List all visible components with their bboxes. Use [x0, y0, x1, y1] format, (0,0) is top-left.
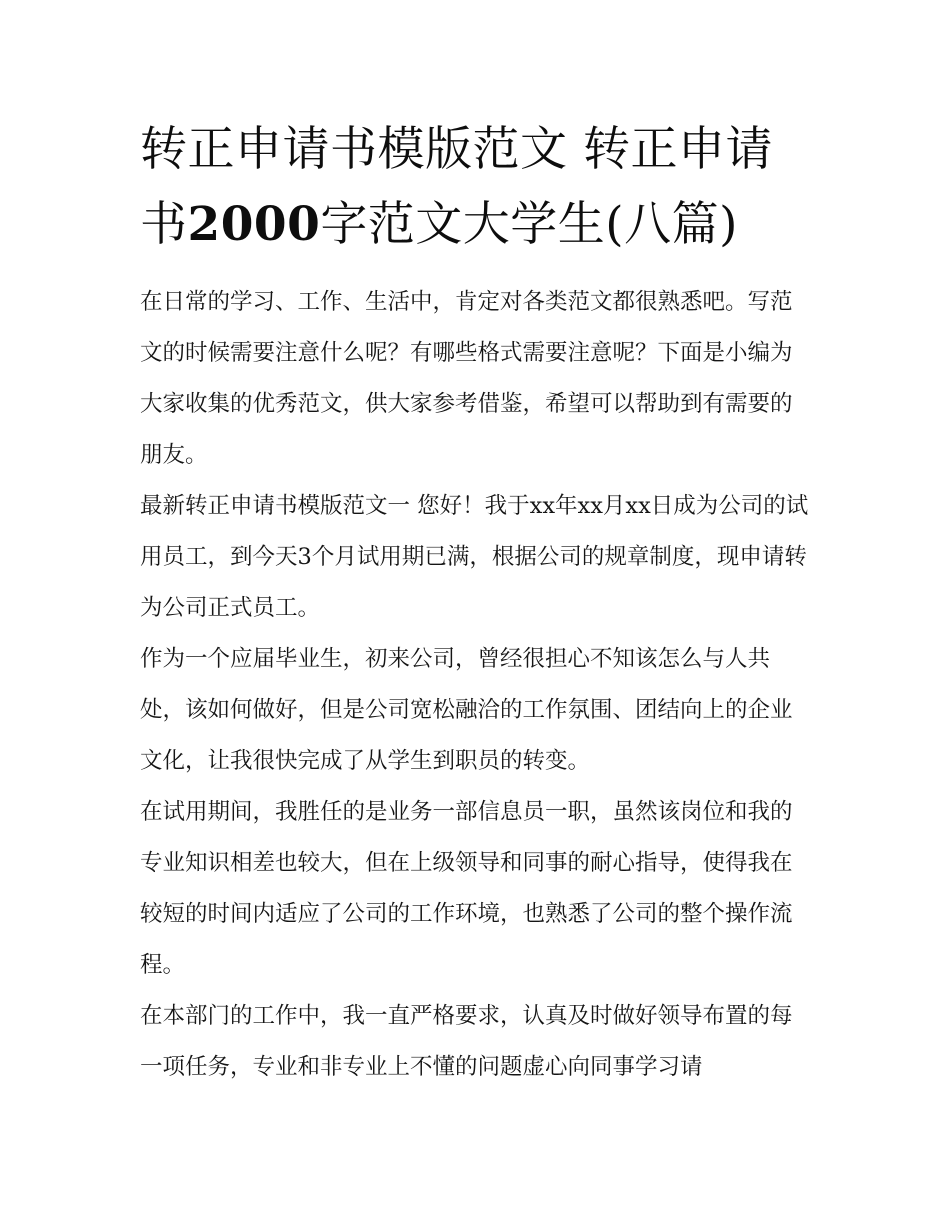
title-number: 2000: [187, 197, 321, 252]
document-body: [140, 112, 812, 1093]
paragraph-probation-role: 在试用期间，我胜任的是业务一部信息员一职，虽然该岗位和我的专业知识相差也较大，但在上级领导和同事的耐心指导，使得我在较短的时间内适应了公司的工作环境，也熟悉了公司的整个操作流程。: [140, 799, 793, 978]
title-text-part1: 转正申请书模版范文 转正申请书: [140, 122, 773, 252]
document-title: [140, 112, 812, 262]
paragraph-adaptation: 作为一个应届毕业生，初来公司，曾经很担心不知该怎么与人共处，该如何做好，但是公司宽松融洽的工作氛围、团结向上的企业文化，让我很快完成了从学生到职员的转变。: [140, 646, 793, 774]
title-text-part2: 字范文大学生(八篇): [320, 197, 738, 252]
paragraph-department-work: 在本部门的工作中，我一直严格要求，认真及时做好领导布置的每一项任务，专业和非专业上不懂的问题虚心向同事学习请: [140, 1003, 793, 1080]
paragraph-intro: 在日常的学习、工作、生活中，肯定对各类范文都很熟悉吧。写范文的时候需要注意什么呢？有哪些格式需要注意呢？下面是小编为大家收集的优秀范文，供大家参考借鉴，希望可以帮助到有需要的朋友。: [140, 289, 793, 468]
paragraph-application-opening: 最新转正申请书模版范文一 您好！我于xx年xx月xx日成为公司的试用员工，到今天3个月试用期已满，根据公司的规章制度，现申请转为公司正式员工。: [140, 493, 809, 621]
